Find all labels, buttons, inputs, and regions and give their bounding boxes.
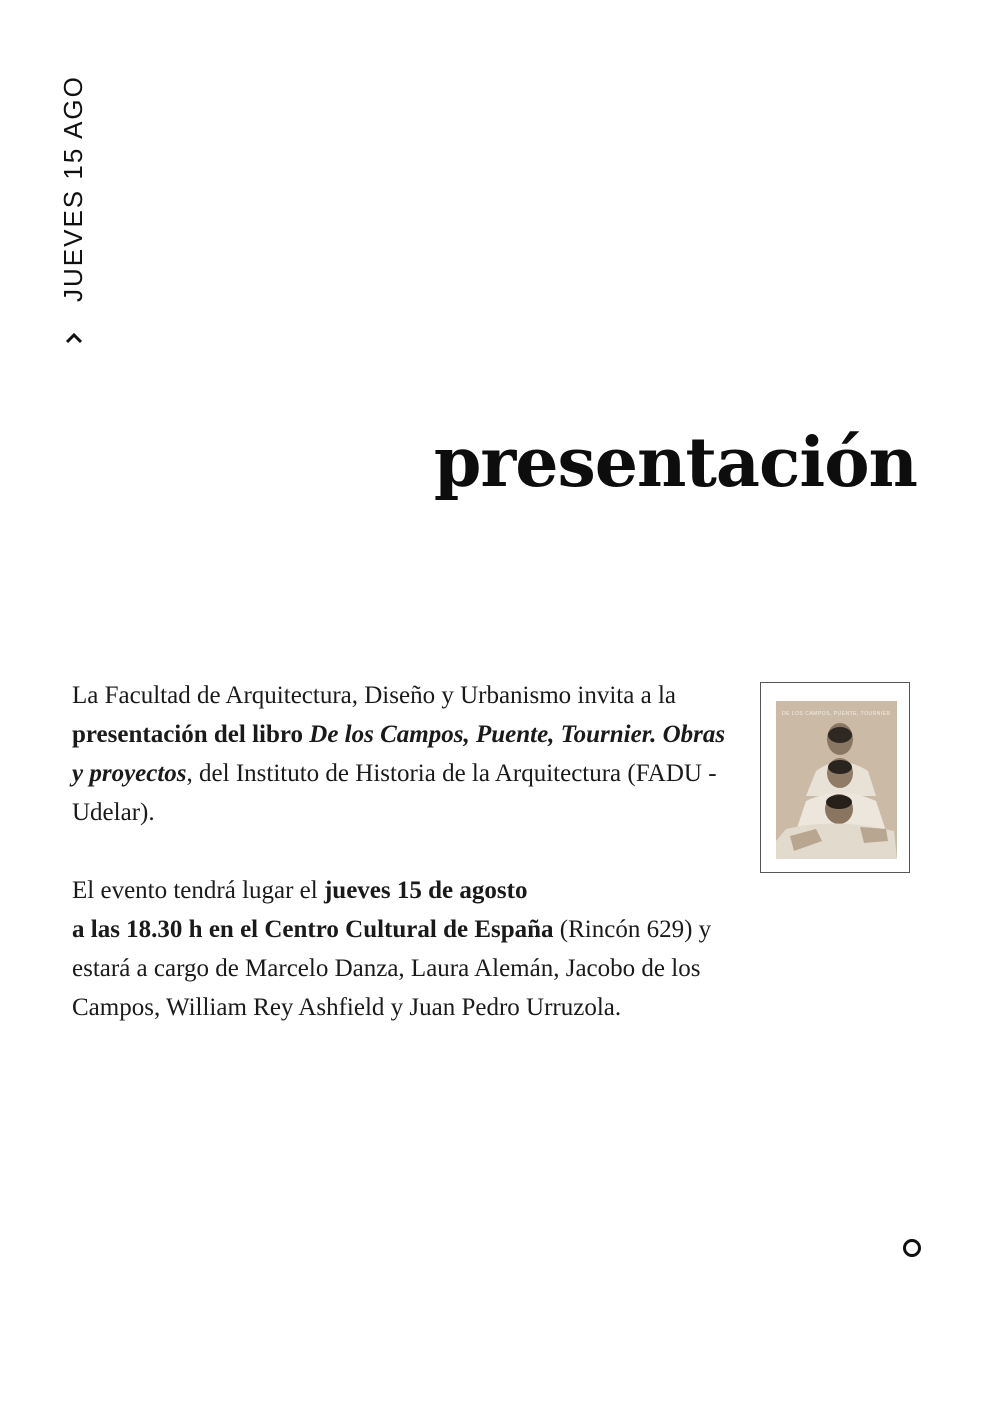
book-cover-image (760, 682, 910, 873)
event-description (72, 676, 742, 1066)
chevron-up-icon (62, 328, 86, 346)
cover-photo-illustration (776, 701, 897, 859)
details-text-2: (Rincón 629) y estará a cargo de Marcelo Danza, Laura Alemán, Jacobo de los Campos, William Rey Ashfield y Juan Pedro Urruzola. (72, 916, 712, 1021)
invitation-text-1: La Facultad de Arquitectura, Diseño y Urbanismo invita a la (72, 682, 676, 709)
cover-title: DE LOS CAMPOS, PUENTE, TOURNIER (782, 711, 891, 717)
paragraph-event-details (72, 871, 742, 1027)
event-date-label: JUEVES 15 AGO (58, 75, 88, 302)
page-title: presentación (433, 423, 917, 503)
book-cover-photo (776, 701, 897, 859)
paragraph-invitation (72, 676, 742, 832)
circle-icon (902, 1238, 922, 1258)
invitation-bold: presentación del libro (72, 721, 310, 748)
event-time-place: a las 18.30 h en el Centro Cultural de España (72, 916, 554, 943)
invitation-text-2: , del Instituto de Historia de la Arquitectura (FADU - Udelar). (72, 760, 717, 826)
details-text-1: El evento tendrá lugar el (72, 877, 324, 904)
event-date: jueves 15 de agosto (323, 877, 528, 904)
book-title: De los Campos, Puente, Tournier. Obras y proyectos (72, 721, 726, 787)
